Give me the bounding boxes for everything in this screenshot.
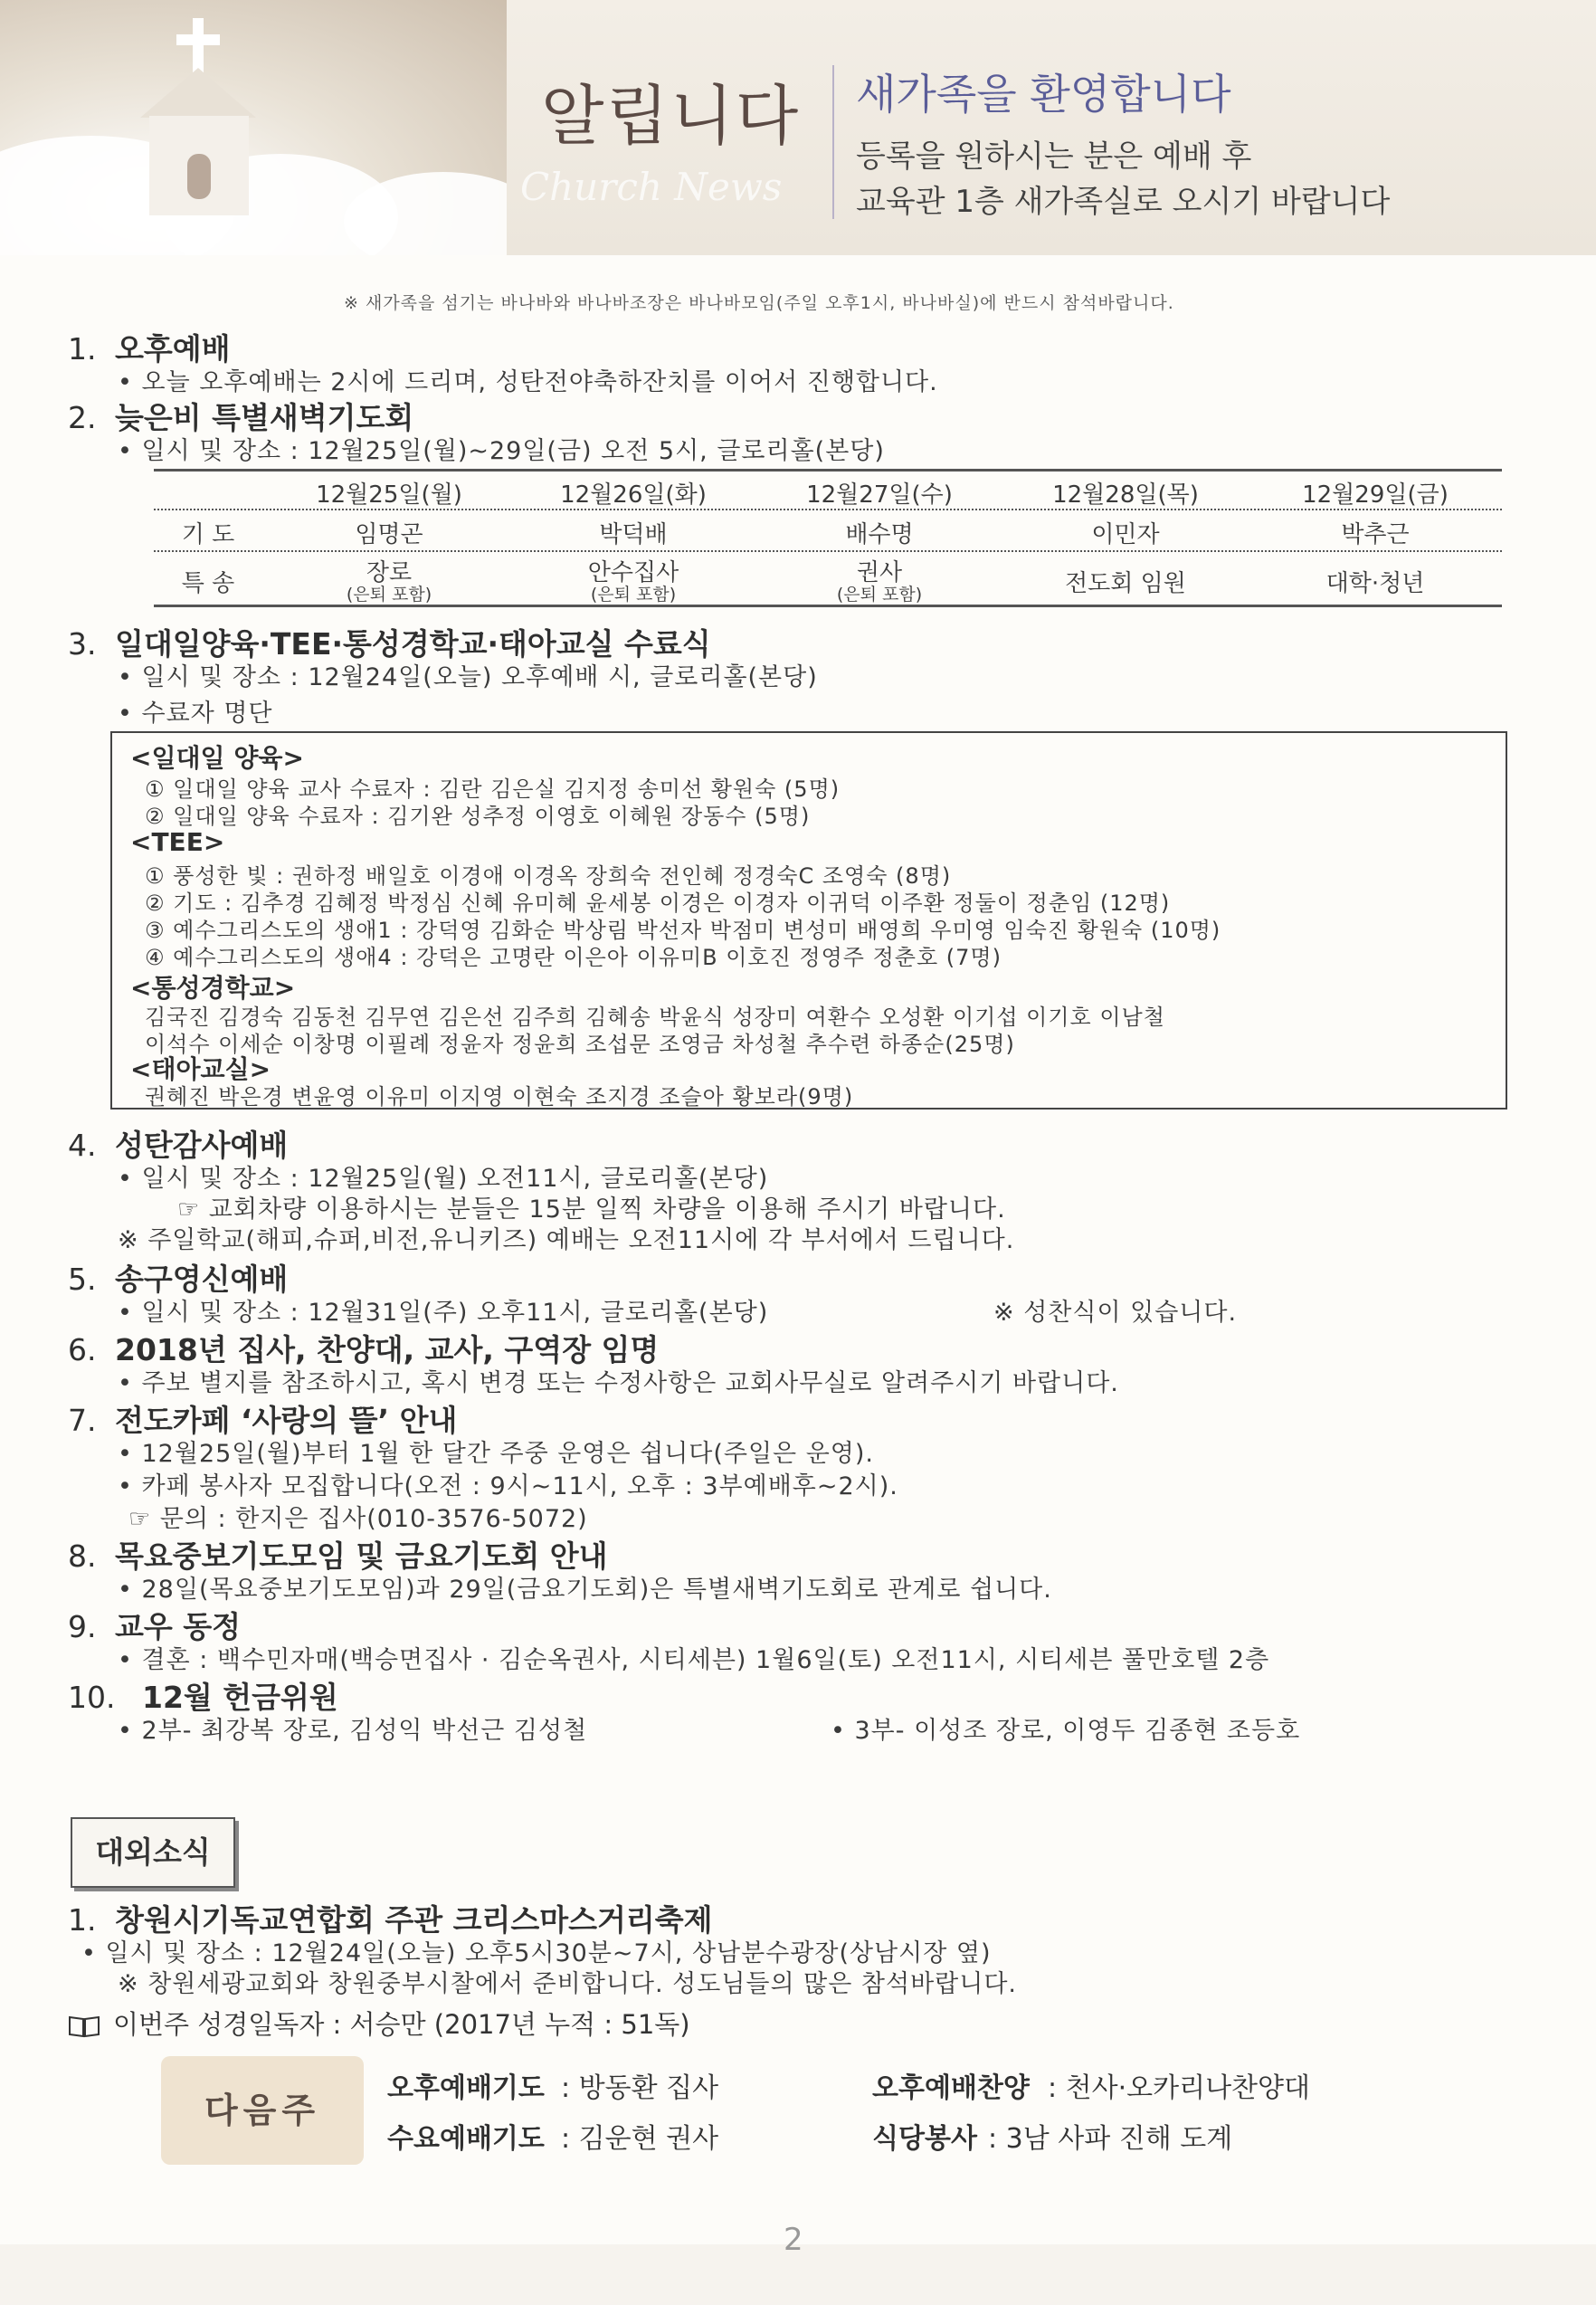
table-row-label: 기 도	[181, 521, 235, 548]
section-heading: 1. 창원시기독교연합회 주관 크리스마스거리축제	[68, 1902, 713, 1938]
next-week-key: 식당봉사	[872, 2123, 977, 2155]
table-cell: 장로	[366, 559, 413, 586]
table-cell: 배수명	[845, 521, 914, 548]
graduates-line: ① 풍성한 빛 : 권하정 배일호 이경애 이경옥 장희숙 전인혜 정경숙C 조영숙 (8명)	[145, 863, 952, 889]
table-cell: 전도회 임원	[1065, 570, 1186, 597]
section-heading: 10. 12월 헌금위원	[68, 1680, 338, 1715]
section-heading: 4. 성탄감사예배	[68, 1128, 289, 1163]
section-line: • 일시 및 장소 : 12월25일(월)~29일(금) 오전 5시, 글로리홀(본당)	[118, 437, 885, 465]
section-line: • 결혼 : 백수민자매(백승면집사 · 김순옥권사, 시티세븐) 1월6일(토) 오전11시, 시티세븐 풀만호텔 2층	[118, 1646, 1270, 1674]
next-week-key: 오후예배찬양	[872, 2072, 1030, 2104]
table-header-cell: 12월26일(화)	[560, 481, 707, 509]
table-cell: 박추근	[1341, 521, 1410, 548]
section-heading: 3. 일대일양육·TEE·통성경학교·태아교실 수료식	[68, 626, 711, 662]
section-line: • 일시 및 장소 : 12월25일(월) 오전11시, 글로리홀(본당)	[118, 1165, 769, 1193]
section-line: • 일시 및 장소 : 12월24일(오늘) 오후예배 시, 글로리홀(본당)	[118, 663, 818, 691]
section-line: • 주보 별지를 참조하시고, 혹시 변경 또는 수정사항은 교회사무실로 알려주시기 바랍니다.	[118, 1369, 1119, 1397]
graduates-line: ③ 예수그리스도의 생애1 : 강덕영 김화순 박상림 박선자 박점미 변성미 배영희 우미영 임숙진 황원숙 (10명)	[145, 918, 1221, 943]
next-week-value: : 김운현 권사	[561, 2123, 719, 2155]
section-line: • 오늘 오후예배는 2시에 드리며, 성탄전야축하잔치를 이어서 진행합니다.	[118, 368, 938, 396]
section-line: ☞ 문의 : 한지은 집사(010-3576-5072)	[128, 1505, 588, 1533]
table-cell: 안수집사	[587, 559, 679, 586]
graduates-heading: <TEE>	[130, 827, 225, 857]
table-header-cell: 12월28일(목)	[1052, 481, 1199, 509]
next-week-value: : 방동환 집사	[561, 2072, 719, 2104]
page-title: 알립니다	[541, 78, 801, 154]
welcome-line: 교육관 1층 새가족실로 오시기 바랍니다	[856, 184, 1391, 220]
section-heading: 1. 오후예배	[68, 331, 231, 367]
section-heading: 8. 목요중보기도모임 및 금요기도회 안내	[68, 1538, 608, 1574]
table-cell-note: (은퇴 포함)	[836, 585, 923, 605]
table-header-cell: 12월25일(월)	[316, 481, 462, 509]
bible-reader-text: 이번주 성경일독자 : 서승만 (2017년 누적 : 51독)	[113, 2009, 690, 2040]
section-line: • 수료자 명단	[118, 700, 273, 728]
section-line: ※ 성찬식이 있습니다.	[993, 1299, 1238, 1327]
graduates-line: ① 일대일 양육 교사 수료자 : 김란 김은실 김지정 송미선 황원숙 (5명)	[145, 776, 841, 802]
church-icon	[86, 18, 312, 217]
section-heading: 6. 2018년 집사, 찬양대, 교사, 구역장 임명	[68, 1332, 660, 1367]
graduates-heading: <일대일 양육>	[130, 743, 304, 773]
table-row-label: 특 송	[181, 570, 235, 597]
external-news-tag: 대외소식	[71, 1817, 235, 1888]
section-line: ※ 창원세광교회와 창원중부시찰에서 준비합니다. 성도님들의 많은 참석바랍니다.	[118, 1970, 1017, 1998]
book-icon	[68, 2014, 100, 2038]
bible-reader	[68, 2005, 690, 2042]
graduates-line: 김국진 김경숙 김동천 김무연 김은선 김주희 김혜송 박윤식 성장미 여환수 오성환 이기섭 이기호 이남철	[145, 1005, 1165, 1030]
table-cell: 권사	[856, 559, 903, 586]
page-subtitle: Church News	[520, 165, 783, 209]
table-cell: 임명곤	[355, 521, 423, 548]
graduates-box	[110, 731, 1507, 1110]
graduates-heading: <태아교실>	[130, 1054, 271, 1084]
graduates-line: 이석수 이세순 이창명 이필례 정윤자 정윤희 조섭문 조영금 차성철 추수련 하종순(25명)	[145, 1032, 1015, 1057]
table-cell: 박덕배	[599, 521, 668, 548]
next-week-label: 다음주	[161, 2056, 364, 2165]
welcome-line: 등록을 원하시는 분은 예배 후	[856, 138, 1252, 175]
page-number: 2	[784, 2222, 803, 2258]
newcomer-note: ※ 새가족을 섬기는 바나바와 바나바조장은 바나바모임(주일 오후1시, 바나바실)에 반드시 참석바랍니다.	[344, 293, 1174, 313]
next-week-key: 수요예배기도	[387, 2123, 545, 2155]
next-week-value: : 천사·오카리나찬양대	[1048, 2072, 1310, 2104]
section-line: • 12월25일(월)부터 1월 한 달간 주중 운영은 쉽니다(주일은 운영).	[118, 1440, 874, 1468]
welcome-title: 새가족을 환영합니다	[856, 70, 1231, 119]
section-line: ※ 주일학교(해피,슈퍼,비전,유니키즈) 예배는 오전11시에 각 부서에서 드립니다.	[118, 1226, 1015, 1254]
table-cell-note: (은퇴 포함)	[590, 585, 677, 605]
graduates-line: 권혜진 박은경 변윤영 이유미 이지영 이현숙 조지경 조슬아 황보라(9명)	[145, 1084, 854, 1110]
header-banner	[0, 0, 1596, 255]
section-heading: 2. 늦은비 특별새벽기도회	[68, 400, 414, 435]
table-cell-note: (은퇴 포함)	[346, 585, 432, 605]
table-header-cell: 12월27일(수)	[806, 481, 953, 509]
table-header-cell: 12월29일(금)	[1302, 481, 1449, 509]
section-line: • 3부- 이성조 장로, 이영두 김종현 조등호	[831, 1717, 1301, 1745]
section-line: • 일시 및 장소 : 12월24일(오늘) 오후5시30분~7시, 상남분수광장(상남시장 옆)	[81, 1939, 992, 1967]
section-line: • 28일(목요중보기도모임)과 29일(금요기도회)은 특별새벽기도회로 관계로 쉽니다.	[118, 1576, 1052, 1604]
graduates-heading: <통성경학교>	[130, 973, 296, 1003]
next-week-info	[364, 2065, 1368, 2165]
graduates-line: ② 일대일 양육 수료자 : 김기완 성추정 이영호 이혜원 장동수 (5명)	[145, 804, 811, 829]
header-divider	[832, 65, 834, 219]
next-week-value: : 3남 사파 진해 도계	[988, 2123, 1233, 2155]
section-heading: 5. 송구영신예배	[68, 1262, 289, 1297]
section-heading: 7. 전도카페 ‘사랑의 뜰’ 안내	[68, 1403, 458, 1438]
church-illustration	[0, 0, 507, 255]
section-line: • 일시 및 장소 : 12월31일(주) 오후11시, 글로리홀(본당)	[118, 1299, 769, 1327]
section-heading: 9. 교우 동정	[68, 1609, 242, 1644]
section-line: • 2부- 최강복 장로, 김성익 박선근 김성철	[118, 1717, 588, 1745]
next-week-key: 오후예배기도	[387, 2072, 545, 2104]
section-line: ☞ 교회차량 이용하시는 분들은 15분 일찍 차량을 이용해 주시기 바랍니다.	[177, 1195, 1006, 1224]
graduates-line: ④ 예수그리스도의 생애4 : 강덕은 고명란 이은아 이유미B 이호진 정영주 정춘호 (7명)	[145, 945, 1002, 970]
section-line: • 카페 봉사자 모집합니다(오전 : 9시~11시, 오후 : 3부예배후~2시).	[118, 1472, 898, 1500]
table-cell: 대학·청년	[1325, 570, 1425, 597]
table-cell: 이민자	[1091, 521, 1160, 548]
graduates-line: ② 기도 : 김추경 김혜정 박정심 신혜 유미혜 윤세봉 이경은 이경자 이귀덕 이주환 정둘이 정춘임 (12명)	[145, 891, 1171, 916]
